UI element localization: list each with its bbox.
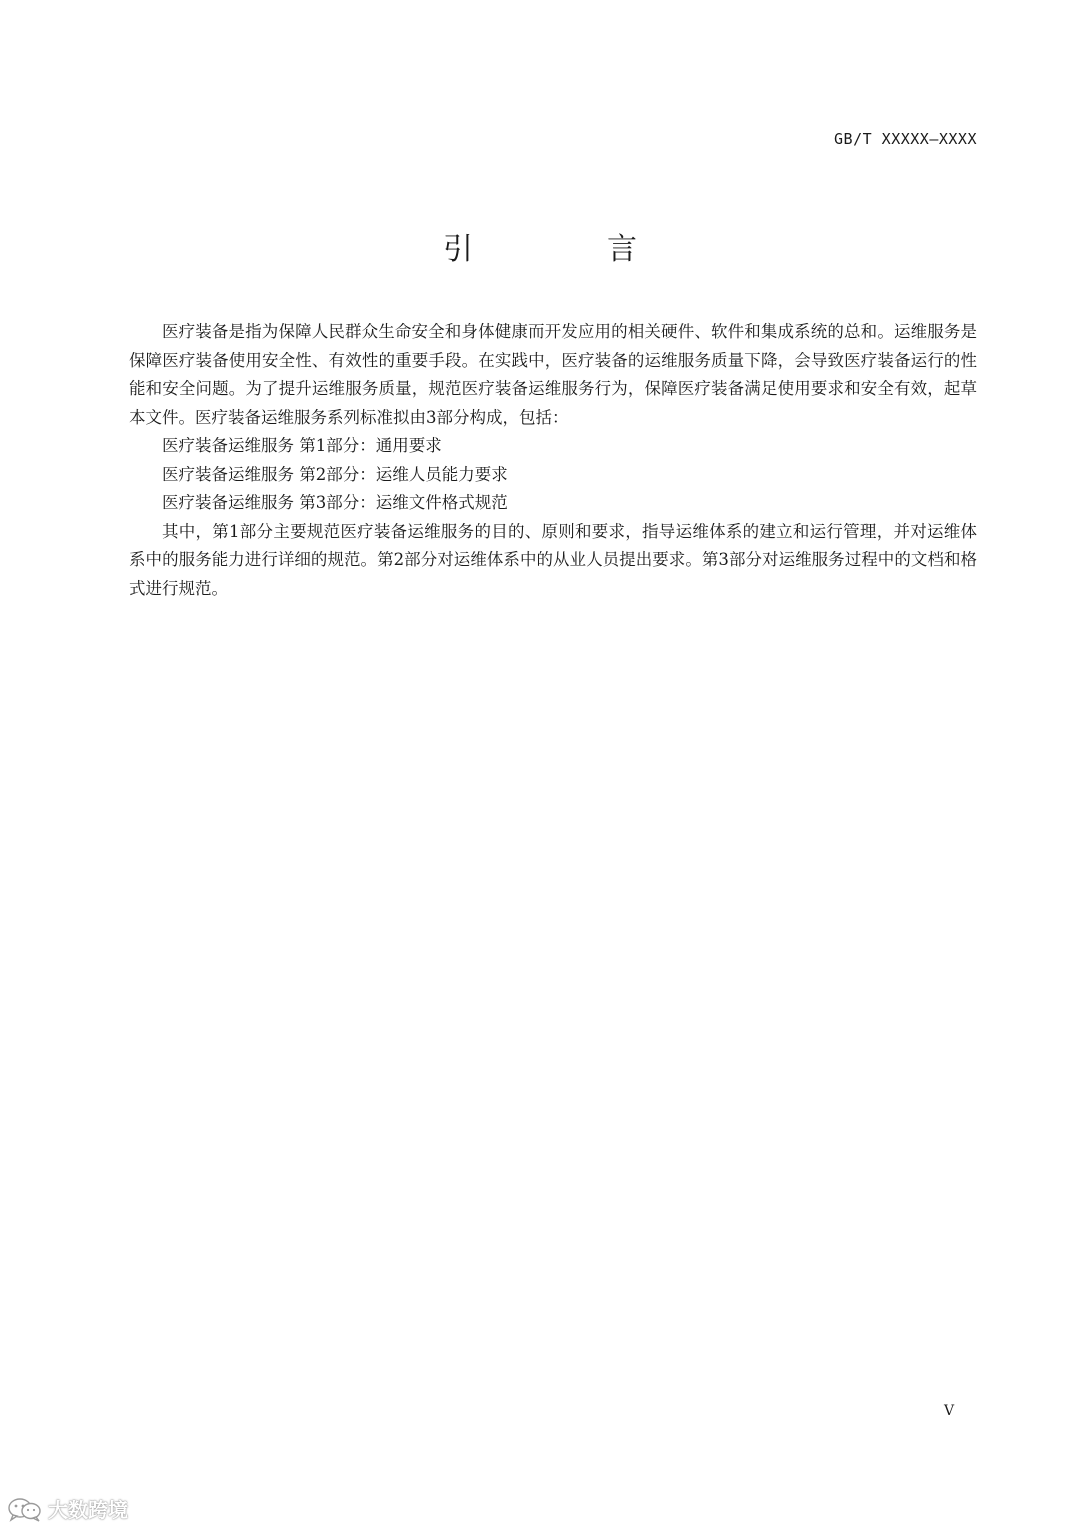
wechat-logo-icon (6, 1496, 44, 1522)
watermark (6, 1494, 128, 1523)
watermark-text: 大数跨境 (48, 1498, 128, 1522)
closing-paragraph: 其中，第1部分主要规范医疗装备运维服务的目的、原则和要求，指导运维体系的建立和运行管理，并对运维体系中的服务能力进行详细的规范。第2部分对运维体系中的从业人员提出要求。第3部分对运维服务过程中的文档和格式进行规范。 (129, 521, 977, 598)
page-number: V (944, 1403, 955, 1419)
document-body (129, 318, 977, 603)
part-list-item-1: 医疗装备运维服务 第1部分：通用要求 (162, 436, 442, 455)
page-title: 引 言 (443, 232, 689, 267)
standard-code: GB/T XXXXX—XXXX (834, 130, 977, 148)
intro-paragraph: 医疗装备是指为保障人民群众生命安全和身体健康而开发应用的相关硬件、软件和集成系统的总和。运维服务是保障医疗装备使用安全性、有效性的重要手段。在实践中，医疗装备的运维服务质量下降，会导致医疗装备运行的性能和安全问题。为了提升运维服务质量，规范医疗装备运维服务行为，保障医疗装备满足使用要求和安全有效，起草本文件。医疗装备运维服务系列标准拟由3部分构成，包括： (129, 322, 977, 427)
part-list-item-2: 医疗装备运维服务 第2部分：运维人员能力要求 (162, 464, 508, 484)
part-list-item-3: 医疗装备运维服务 第3部分：运维文件格式规范 (162, 493, 508, 512)
